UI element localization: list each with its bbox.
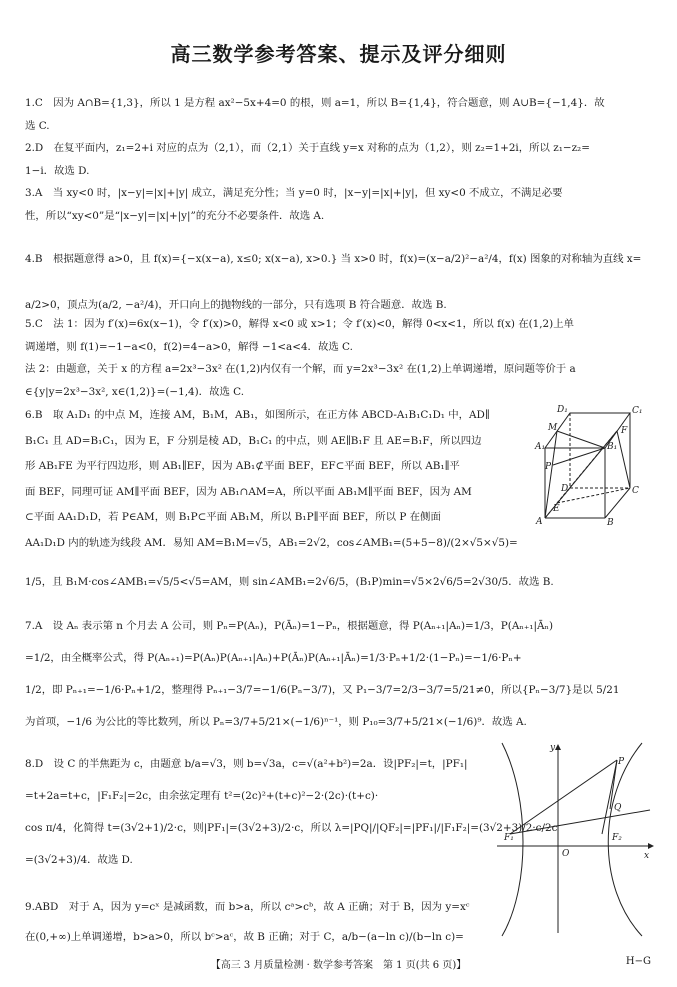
cube-label: P (545, 462, 552, 472)
answer-line: =t+2a=t+c，|F₁F₂|=2c，由余弦定理有 t²=(2c)²+(t+c)²−2·(2c)·(t+c)· (25, 790, 379, 802)
cube-label: D₁ (557, 405, 568, 415)
answer-line: a/2>0，顶点为(a/2, −a²/4)，开口向上的抛物线的一部分，只有选项 B 符合题意．故选 B. (25, 299, 447, 311)
hyper-label: F₁ (504, 833, 514, 843)
answer-line: 调递增，则 f(1)=−1−a<0，f(2)=4−a>0，解得 −1<a<4．故选 C. (25, 340, 353, 353)
answer-line: ⊂平面 AA₁D₁D，若 P∈AM，则 B₁P⊂平面 AB₁M，所以 B₁P∥平面 BEF，所以 P 在侧面 (25, 511, 441, 523)
cube-label: M (548, 423, 558, 433)
page-title: 高三数学参考答案、提示及评分细则 (170, 42, 507, 66)
cube-label: C₁ (632, 406, 643, 416)
cube-label: A₁ (535, 442, 546, 452)
answer-line: AA₁D₁D 内的轨迹为线段 AM．易知 AM=B₁M=√5，AB₁=2√2，cos∠AMB₁=(5+5−8)/(2×√5×√5)= (25, 536, 518, 549)
cube-label: A (536, 517, 543, 527)
answer-6 (25, 403, 554, 596)
cube-label: B₁ (607, 442, 618, 452)
answer-line: 1.C 因为 A∩B={1,3}，所以 1 是方程 ax²−5x+4=0 的根，则 a=1，所以 B={1,4}，符合题意，则 A∪B={−1,4}．故 (25, 97, 605, 109)
hyper-label: Q (614, 803, 622, 813)
answer-line: 3.A 当 xy<0 时，|x−y|=|x|+|y| 成立，满足充分性；当 y=0 时，|x−y|=|x|+|y|，但 xy<0 不成立，不满足必要 (25, 187, 563, 199)
answer-line: 形 AB₁FE 为平行四边形，则 AB₁∥EF，因为 AB₁⊄平面 BEF，EF⊂平面 BEF，所以 AB₁∥平 (25, 460, 460, 472)
answer-9 (25, 892, 470, 952)
answer-line: 选 C. (25, 119, 50, 132)
answer-1 (25, 92, 653, 137)
answer-line: 2.D 在复平面内，z₁=2+i 对应的点为（2,1），而（2,1）关于直线 y=x 对称的点为（1,2），则 z₂=1+2i，所以 z₁−z₂= (25, 142, 590, 154)
answer-line: 6.B 取 A₁D₁ 的中点 M，连接 AM，B₁M，AB₁，如图所示，在正方体 ABCD-A₁B₁C₁D₁ 中，AD∥ (25, 409, 490, 421)
answer-line: 5.C 法 1：因为 f′(x)=6x(x−1)，令 f′(x)>0，解得 x<0 或 x>1；令 f′(x)<0，解得 0<x<1，所以 f(x) 在(1,2)上单 (25, 318, 575, 330)
answer-line: 1/5，且 B₁M·cos∠AMB₁=√5/5<√5=AM，则 sin∠AMB₁=2√6/5，(B₁P)min=√5×2√6/5=2√30/5．故选 B. (25, 576, 554, 588)
cube-label: C (632, 486, 639, 496)
y-axis-arrow-icon (555, 744, 561, 750)
answer-7 (25, 610, 653, 738)
answer-line: B₁C₁ 且 AD=B₁C₁，因为 E，F 分别是棱 AD，B₁C₁ 的中点，则 AE∥B₁F 且 AE=B₁F，所以四边 (25, 434, 482, 447)
answer-line: 法 2：由题意，关于 x 的方程 a=2x³−3x² 在(1,2)内仅有一个解，而 y=2x³−3x² 在(1,2)上单调递增，原问题等价于 a (25, 363, 576, 375)
answer-line: 1/2，即 Pₙ₊₁=−1/6·Pₙ+1/2，整理得 Pₙ₊₁−3/7=−1/6(Pₙ−3/7)，又 P₁−3/7=2/3−3/7=5/21≠0，所以{Pₙ−3/7}是以 5/21 (25, 684, 620, 696)
hyperbola-figure (492, 738, 662, 938)
answer-line: ∈{y|y=2x³−3x², x∈(1,2)}=(−1,4)．故选 C. (25, 385, 245, 398)
answer-5 (25, 313, 653, 403)
page-code: H−G (625, 956, 651, 967)
answer-line: =(3√2+3)/4．故选 D. (25, 854, 133, 866)
cube-label: B (607, 518, 614, 528)
cube-figure (535, 403, 663, 531)
answer-line: 7.A 设 Aₙ 表示第 n 个月去 A 公司，则 Pₙ=P(Aₙ)，P(Āₙ)=1−Pₙ，根据题意，得 P(Aₙ₊₁|Aₙ)=1/3，P(Aₙ₊₁|Āₙ) (25, 620, 554, 632)
hyper-label: F₂ (612, 833, 622, 843)
hyper-label: O (562, 849, 570, 859)
answer-line: 8.D 设 C 的半焦距为 c，由题意 b/a=√3，则 b=√3a，c=√(a²+b²)=2a．设|PF₂|=t，|PF₁| (25, 758, 468, 770)
answer-line: =1/2，由全概率公式，得 P(Aₙ₊₁)=P(Aₙ)P(Aₙ₊₁|Aₙ)+P(Āₙ)P(Aₙ₊₁|Āₙ)=1/3·Pₙ+1/2·(1−Pₙ)=−1/6·Pₙ+ (25, 652, 522, 664)
answer-3 (25, 182, 653, 227)
page-footer: 【高三 3 月质量检测 · 数学参考答案 第 1 页(共 6 页)】 (210, 960, 467, 971)
answer-line: 在(0,+∞)上单调递增，b>a>0，所以 bᶜ>aᶜ，故 B 正确；对于 C，a/b−(a−ln c)/(b−ln c)= (25, 931, 464, 943)
answer-line: 性，所以“xy<0”是“|x−y|=|x|+|y|”的充分不必要条件．故选 A. (25, 209, 325, 222)
answer-8 (25, 748, 558, 876)
hyper-label: y (550, 743, 556, 753)
hyper-label: x (644, 851, 650, 861)
cube-label: E (553, 504, 560, 514)
answer-line: 9.ABD 对于 A，因为 y=cˣ 是减函数，而 b>a，所以 cᵃ>cᵇ，故 A 正确；对于 B，因为 y=xᶜ (25, 901, 470, 913)
hyper-label: P (618, 757, 625, 767)
cube-label: F (621, 426, 628, 436)
answer-line: 面 BEF，同理可证 AM∥平面 BEF，因为 AB₁∩AM=A，所以平面 AB₁M∥平面 BEF，因为 AM (25, 485, 472, 498)
answer-line: 1−i．故选 D. (25, 164, 90, 177)
x-axis-arrow-icon (648, 843, 654, 849)
answer-line: 为首项，−1/6 为公比的等比数列，所以 Pₙ=3/7+5/21×(−1/6)ⁿ⁻¹，则 P₁₀=3/7+5/21×(−1/6)⁹．故选 A. (25, 716, 527, 728)
answer-line: cos π/4，化简得 t=(3√2+1)/2·c，则|PF₁|=(3√2+3)/2·c，所以 λ=|PQ|/|QF₂|=|PF₁|/|F₁F₂|=(3√2+3)/2·c/2c (25, 822, 558, 834)
answer-2 (25, 137, 653, 182)
answer-line: 4.B 根据题意得 a>0，且 f(x)={−x(x−a), x≤0; x(x−a), x>0.} 当 x>0 时，f(x)=(x−a/2)²−a²/4，f(x) 图象的对称轴为直线 x= (25, 253, 642, 265)
cube-label: D (561, 484, 569, 494)
